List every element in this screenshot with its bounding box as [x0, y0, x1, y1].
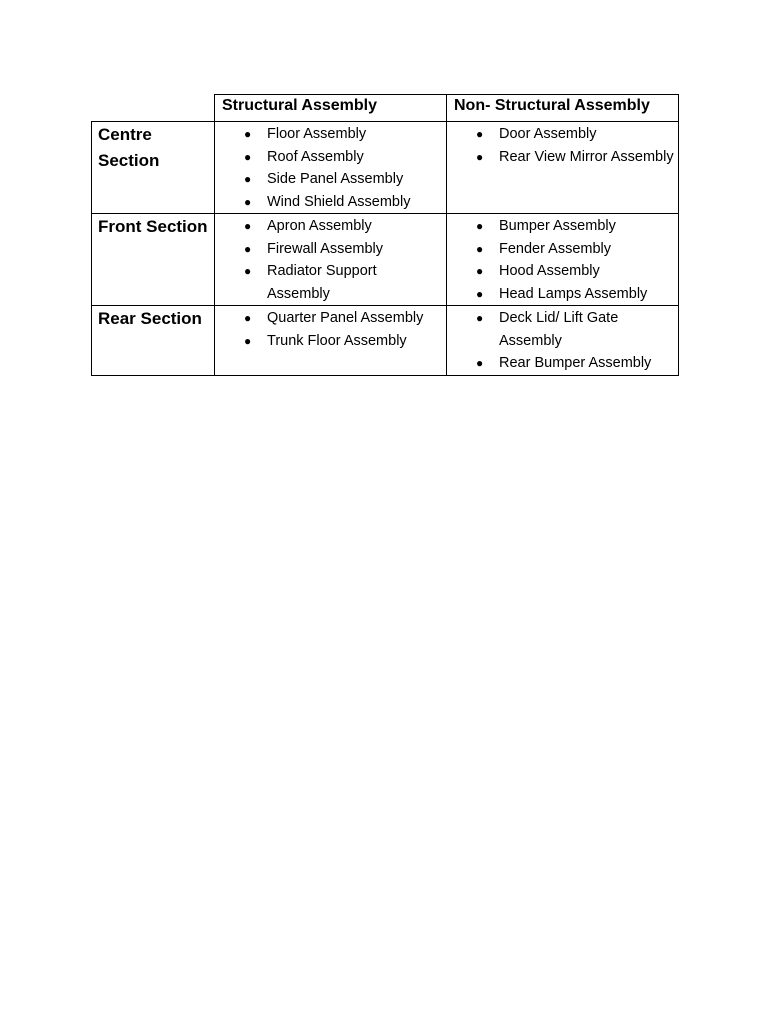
bullet-icon: ● [476, 264, 484, 278]
bullet-icon: ● [244, 127, 252, 141]
header-row [92, 95, 679, 122]
bullet-icon: ● [476, 219, 484, 233]
table-row-rear [92, 306, 679, 376]
list-item: ● Radiator Support Assembly [215, 260, 446, 305]
bullet-icon: ● [244, 264, 252, 278]
bullet-icon: ● [244, 311, 252, 325]
bullet-icon: ● [476, 241, 484, 256]
table-row-front [92, 214, 679, 306]
structural-cell [215, 306, 447, 376]
list-item: ● Roof Assembly [215, 146, 446, 169]
assembly-table [91, 94, 679, 376]
structural-cell [215, 214, 447, 306]
bullet-icon: ● [476, 127, 484, 141]
structural-list [215, 306, 446, 352]
bullet-icon: ● [244, 219, 252, 233]
list-item: ● Trunk Floor Assembly [215, 330, 446, 353]
non-structural-cell [447, 306, 679, 376]
bullet-icon: ● [244, 172, 252, 186]
bullet-icon: ● [244, 149, 252, 164]
list-item: ● Wind Shield Assembly [215, 191, 446, 214]
list-item: ● Hood Assembly [447, 260, 678, 283]
list-item: ● Quarter Panel Assembly [215, 307, 446, 330]
corner-cell [92, 95, 215, 122]
header-structural: Structural Assembly [215, 95, 447, 122]
list-item: ● Door Assembly [447, 123, 678, 146]
list-item: ● Firewall Assembly [215, 238, 446, 261]
list-item: ● Rear View Mirror Assembly [447, 146, 678, 169]
non-structural-list [447, 214, 678, 305]
structural-list [215, 122, 446, 213]
structural-cell [215, 122, 447, 214]
list-item: ● Side Panel Assembly [215, 168, 446, 191]
table-row-centre [92, 122, 679, 214]
bullet-icon: ● [476, 149, 484, 164]
non-structural-list [447, 122, 678, 168]
row-label: Centre Section [92, 122, 215, 214]
list-item: ● Head Lamps Assembly [447, 283, 678, 306]
list-item: ● Deck Lid/ Lift Gate Assembly [447, 307, 678, 352]
list-item: ● Bumper Assembly [447, 215, 678, 238]
bullet-icon: ● [476, 286, 484, 301]
row-label: Front Section [92, 214, 215, 306]
bullet-icon: ● [476, 356, 484, 370]
structural-list [215, 214, 446, 305]
list-item: ● Rear Bumper Assembly [447, 352, 678, 375]
list-item: ● Floor Assembly [215, 123, 446, 146]
bullet-icon: ● [244, 333, 252, 348]
non-structural-list [447, 306, 678, 375]
list-item: ● Apron Assembly [215, 215, 446, 238]
list-item: ● Fender Assembly [447, 238, 678, 261]
header-non-structural: Non- Structural Assembly [447, 95, 679, 122]
non-structural-cell [447, 122, 679, 214]
non-structural-cell [447, 214, 679, 306]
bullet-icon: ● [244, 194, 252, 209]
bullet-icon: ● [476, 311, 484, 325]
row-label: Rear Section [92, 306, 215, 376]
bullet-icon: ● [244, 241, 252, 256]
